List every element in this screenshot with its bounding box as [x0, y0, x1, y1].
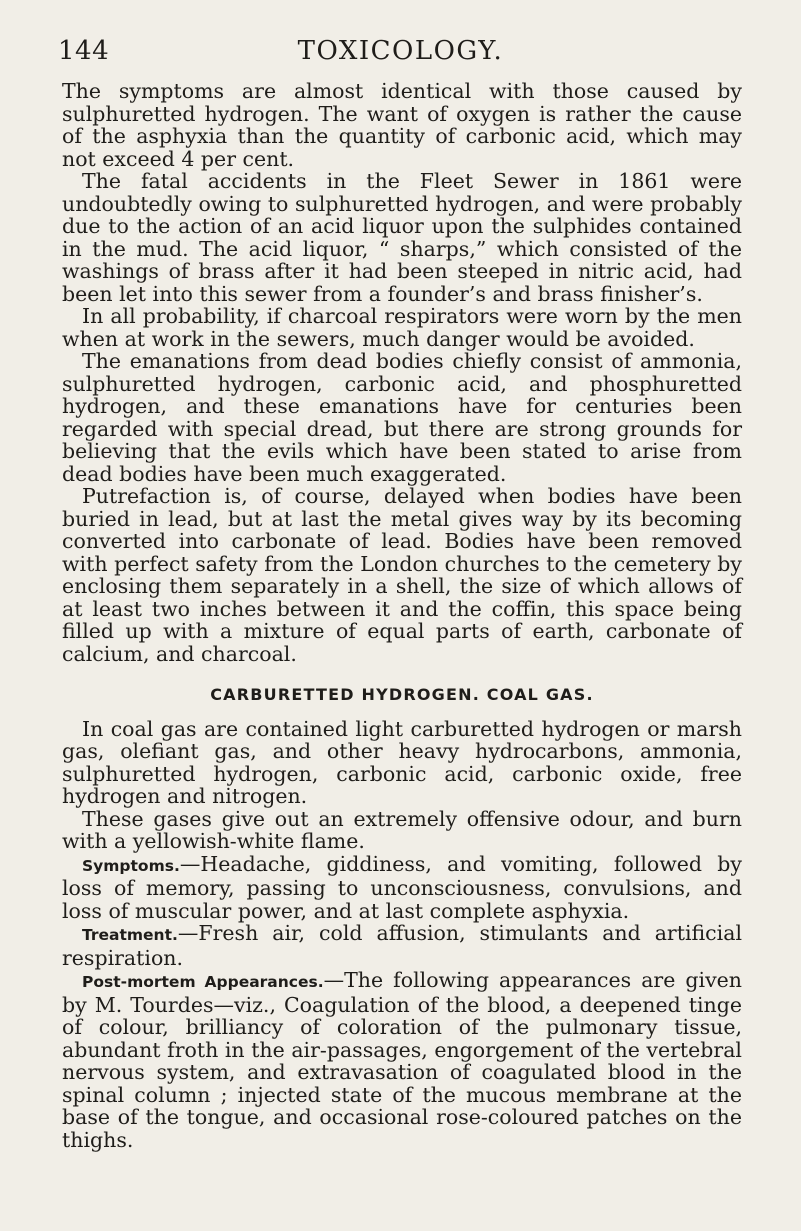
page-header [58, 36, 743, 76]
symptoms-label: Symptoms. [82, 856, 180, 875]
page-number: 144 [58, 36, 110, 66]
paragraph-fleet-sewer: The fatal accidents in the Fleet Sewer in 1861 were undoubtedly owing to sulphuretted hydrogen, and were probably due to the action of an acid liquor upon the sulphides contained in the mud. The acid liquor, “ sharps,” which consisted of the washings of brass after it had been steeped in nitric acid, had been let into this sewer from a founder’s and brass finisher’s. [62, 169, 742, 306]
running-title: TOXICOLOGY. [297, 36, 504, 66]
section-heading: CARBURETTED HYDROGEN. COAL GAS. [210, 685, 594, 704]
paragraph-offensive-odour: These gases give out an extremely offensive odour, and burn with a yellowish-white flame. [62, 806, 742, 853]
treatment-label: Treatment. [82, 926, 178, 944]
paragraph-symptoms [62, 853, 742, 923]
paragraph-charcoal-respirators: In all probability, if charcoal respirators were worn by the men when at work in the sewers, much danger would be avoided. [62, 304, 742, 351]
paragraph-emanations: The emanations from dead bodies chiefly consist of ammonia, sulphuretted hydrogen, carbonic acid, and phosphuretted hydrogen, and these emanations have for centuries been regarded with special dread, but there are strong grounds for believing that the evils which have been stated to arise from dead bodies have been much exaggerated. [62, 349, 742, 486]
paragraph-treatment [62, 922, 742, 969]
post-mortem-label: Post-mortem Appearances. [82, 973, 324, 991]
paragraph-putrefaction: Putrefaction is, of course, delayed when bodies have been buried in lead, but at last the metal gives way by its becoming converted into carbonate of lead. Bodies have been removed with perfect safety from the London churches to the cemetery by enclosing them separately in a shell, the size of which allows of at least two inches between it and the coffin, this space being filled up with a mixture of equal parts of earth, carbonate of calcium, and charcoal. [62, 484, 742, 666]
paragraph-coal-gas-contents: In coal gas are contained light carburetted hydrogen or marsh gas, olefiant gas, and other heavy hydrocarbons, ammonia, sulphuretted hydrogen, carbonic acid, carbonic oxide, free hydrogen and nitrogen. [62, 716, 742, 808]
treatment-text: —Fresh air, cold affusion, stimulants and artificial respiration. [62, 921, 742, 970]
symptoms-text: —Headache, giddiness, and vomiting, followed by loss of memory, passing to unconsciousness, convulsions, and loss of muscular power, and at last complete asphyxia. [62, 851, 742, 923]
body-text [62, 80, 742, 1151]
paragraph-post-mortem [62, 969, 742, 1151]
post-mortem-text: —The following appearances are given by M. Tourdes—viz., Coagulation of the blood, a deepened tinge of colour, brilliancy of coloration of the pulmonary tissue, abundant froth in the air-passages, engorgement of the vertebral nervous system, and extravasation of coagulated blood in the spinal column ; injected state of the mucous membrane at the base of the tongue, and occasional rose-coloured patches on the thighs. [62, 968, 742, 1152]
paragraph-asphyxia-symptoms: The symptoms are almost identical with those caused by sulphuretted hydrogen. The want of oxygen is rather the cause of the asphyxia than the quantity of carbonic acid, which may not exceed 4 per cent. [62, 79, 742, 171]
